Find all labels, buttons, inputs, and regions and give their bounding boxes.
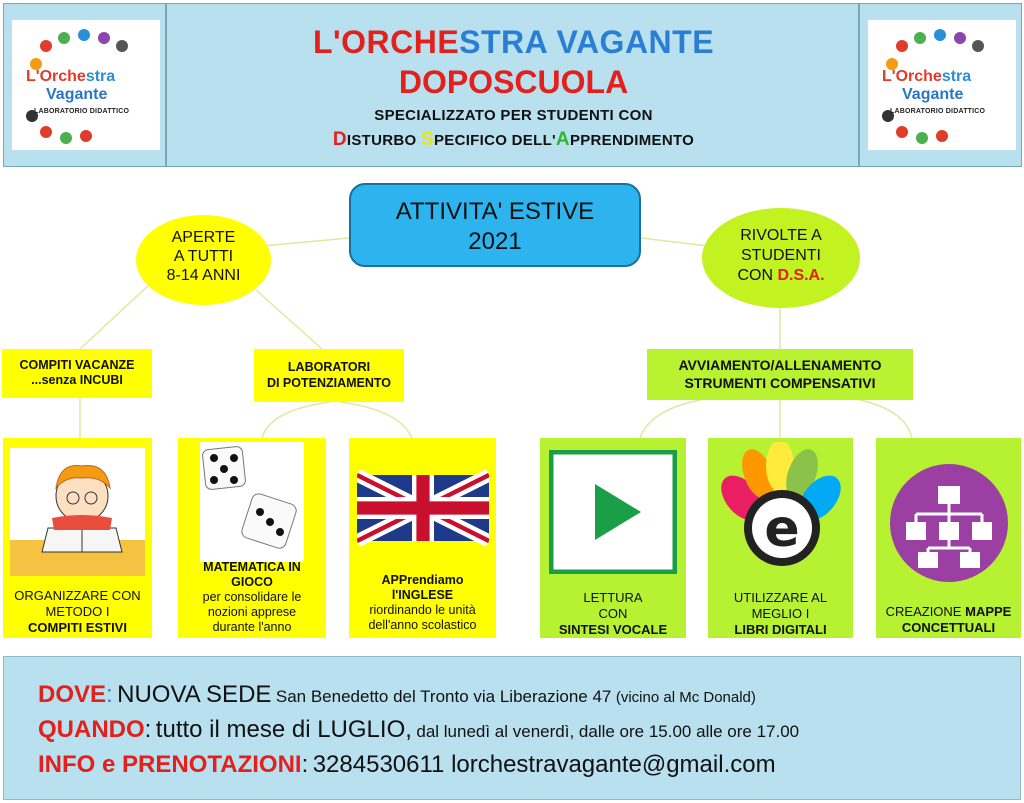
card-homework [3, 438, 152, 638]
child-reading-icon [10, 448, 145, 576]
footer-when-line: QUANDO: tutto il mese di LUGLIO, dal lunedì al venerdì, dalle ore 15.00 alle ore 17.00 [38, 716, 800, 743]
bubble-text: CON D.S.A. [737, 267, 825, 284]
compensatory-tools-box [647, 349, 913, 400]
logo-text: Vagante [46, 86, 108, 103]
box-text: AVVIAMENTO/ALLENAMENTO [678, 357, 882, 373]
union-jack-flag-icon [357, 470, 489, 546]
footer-where-line: DOVE: NUOVA SEDE San Benedetto del Tronto via Liberazione 47 (vicino al Mc Donald) [38, 681, 756, 708]
logo-caption: LABORATORIO DIDATTICO [890, 108, 986, 115]
box-text: DI POTENZIAMENTO [266, 376, 392, 390]
card-text: LETTURA [583, 590, 643, 605]
logo-text: Vagante [902, 86, 964, 103]
bubble-text: 8-14 ANNI [166, 267, 241, 284]
card-digital-books [708, 438, 853, 638]
dsa-students-bubble [702, 208, 860, 308]
card-reading [540, 438, 686, 638]
box-text: STRUMENTI COMPENSATIVI [684, 375, 876, 391]
summer-activities-box [349, 183, 641, 267]
card-text: COMPITI ESTIVI [28, 620, 127, 635]
mind-map-icon [888, 462, 1010, 584]
card-text: dell'anno scolastico [368, 618, 477, 632]
tagline: SPECIALIZZATO PER STUDENTI CON [374, 107, 653, 124]
card-text: MATEMATICA IN [203, 560, 301, 574]
center-year: 2021 [468, 228, 522, 255]
card-text: APPrendiamo [381, 573, 464, 587]
contact-info[interactable]: 3284530611 lorchestravagante@gmail.com [312, 751, 776, 778]
dsa-line: DISTURBO SPECIFICO DELL'APPRENDIMENTO [332, 129, 695, 150]
card-english [349, 438, 496, 638]
page-subtitle: DOPOSCUOLA [398, 64, 629, 100]
bubble-text: A TUTTI [173, 248, 234, 265]
center-title: ATTIVITA' ESTIVE [395, 198, 595, 225]
card-text: CONCETTUALI [901, 620, 996, 635]
card-text: ORGANIZZARE CON [14, 588, 141, 603]
card-text: UTILIZZARE AL [733, 590, 828, 605]
open-to-all-bubble [136, 215, 271, 305]
dice-icon [200, 442, 304, 562]
e-book-icon [714, 442, 848, 572]
card-text: CON [598, 606, 628, 621]
card-text: durante l'anno [212, 620, 292, 634]
logo-caption: LABORATORIO DIDATTICO [34, 108, 130, 115]
bubble-text: STUDENTI [741, 247, 821, 264]
box-text: COMPITI VACANZE [19, 358, 135, 372]
homework-box [2, 349, 152, 398]
card-concept-maps [876, 438, 1021, 638]
card-text: per consolidare le [202, 590, 302, 604]
play-icon [549, 450, 677, 574]
page-title: L'ORCHESTRA VAGANTE [312, 24, 715, 60]
bubble-text: RIVOLTE A [740, 227, 822, 244]
card-text: nozioni apprese [207, 605, 297, 619]
card-text: CREAZIONE MAPPE [885, 604, 1012, 619]
box-text: ...senza INCUBI [31, 373, 123, 387]
card-text: riordinando le unità [369, 603, 476, 617]
card-text: SINTESI VOCALE [558, 622, 668, 637]
bubble-text: APERTE [171, 229, 236, 246]
card-text: LIBRI DIGITALI [734, 622, 827, 637]
card-text: l'INGLESE [391, 588, 454, 602]
card-text: METODO I [45, 604, 110, 619]
card-math [178, 438, 326, 638]
card-text: MEGLIO I [751, 606, 810, 621]
box-text: LABORATORI [287, 360, 371, 374]
labs-box [254, 349, 404, 402]
logo-text: L'Orchestra [26, 68, 116, 85]
footer-info-line: INFO e PRENOTAZIONI: 3284530611 lorchestravagante@gmail.com [38, 751, 776, 778]
logo-text: L'Orchestra [882, 68, 972, 85]
svg-text:e: e [764, 499, 800, 559]
card-text: GIOCO [231, 575, 273, 589]
footer-panel [3, 656, 1021, 800]
